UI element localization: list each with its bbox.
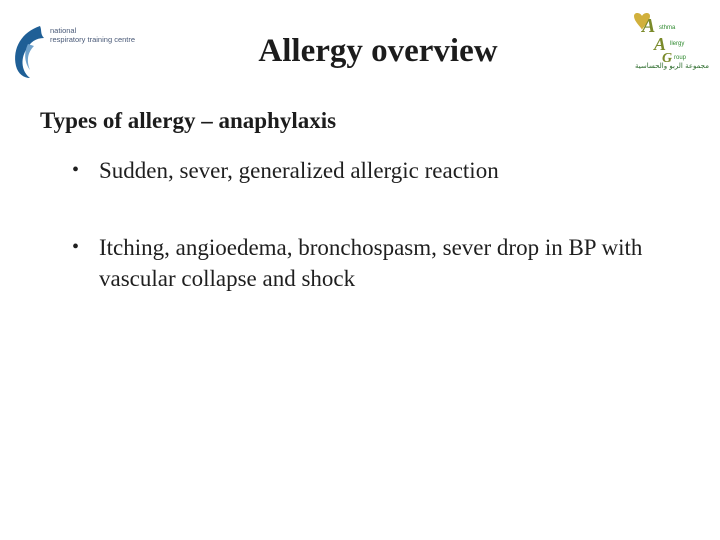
bullet-text: Sudden, sever, generalized allergic reaction (99, 158, 499, 183)
nrtc-line-2: respiratory training centre (50, 35, 136, 44)
bullet-item (72, 155, 702, 186)
aag-letter-g: G (662, 51, 673, 62)
aag-word-2: llergy (670, 41, 685, 47)
bullet-item (72, 232, 702, 294)
aag-arabic-name: مجموعة الربو والحساسية (635, 62, 709, 70)
slide-subtitle: Types of allergy – anaphylaxis (40, 108, 337, 133)
bullet-text: Itching, angioedema, bronchospasm, sever drop in BP with vascular collapse and shock (99, 235, 643, 291)
aag-letter-a1: A (642, 15, 656, 37)
bullet-marker: • (72, 159, 80, 181)
slide-title: Allergy overview (258, 33, 498, 69)
bullet-marker: • (72, 236, 80, 258)
aag-word-1: sthma (659, 25, 676, 31)
nrtc-line-1: national (50, 26, 77, 35)
aag-word-3: roup (674, 55, 687, 61)
aag-letter-a2: A (654, 34, 667, 54)
bullet-list (72, 155, 702, 340)
